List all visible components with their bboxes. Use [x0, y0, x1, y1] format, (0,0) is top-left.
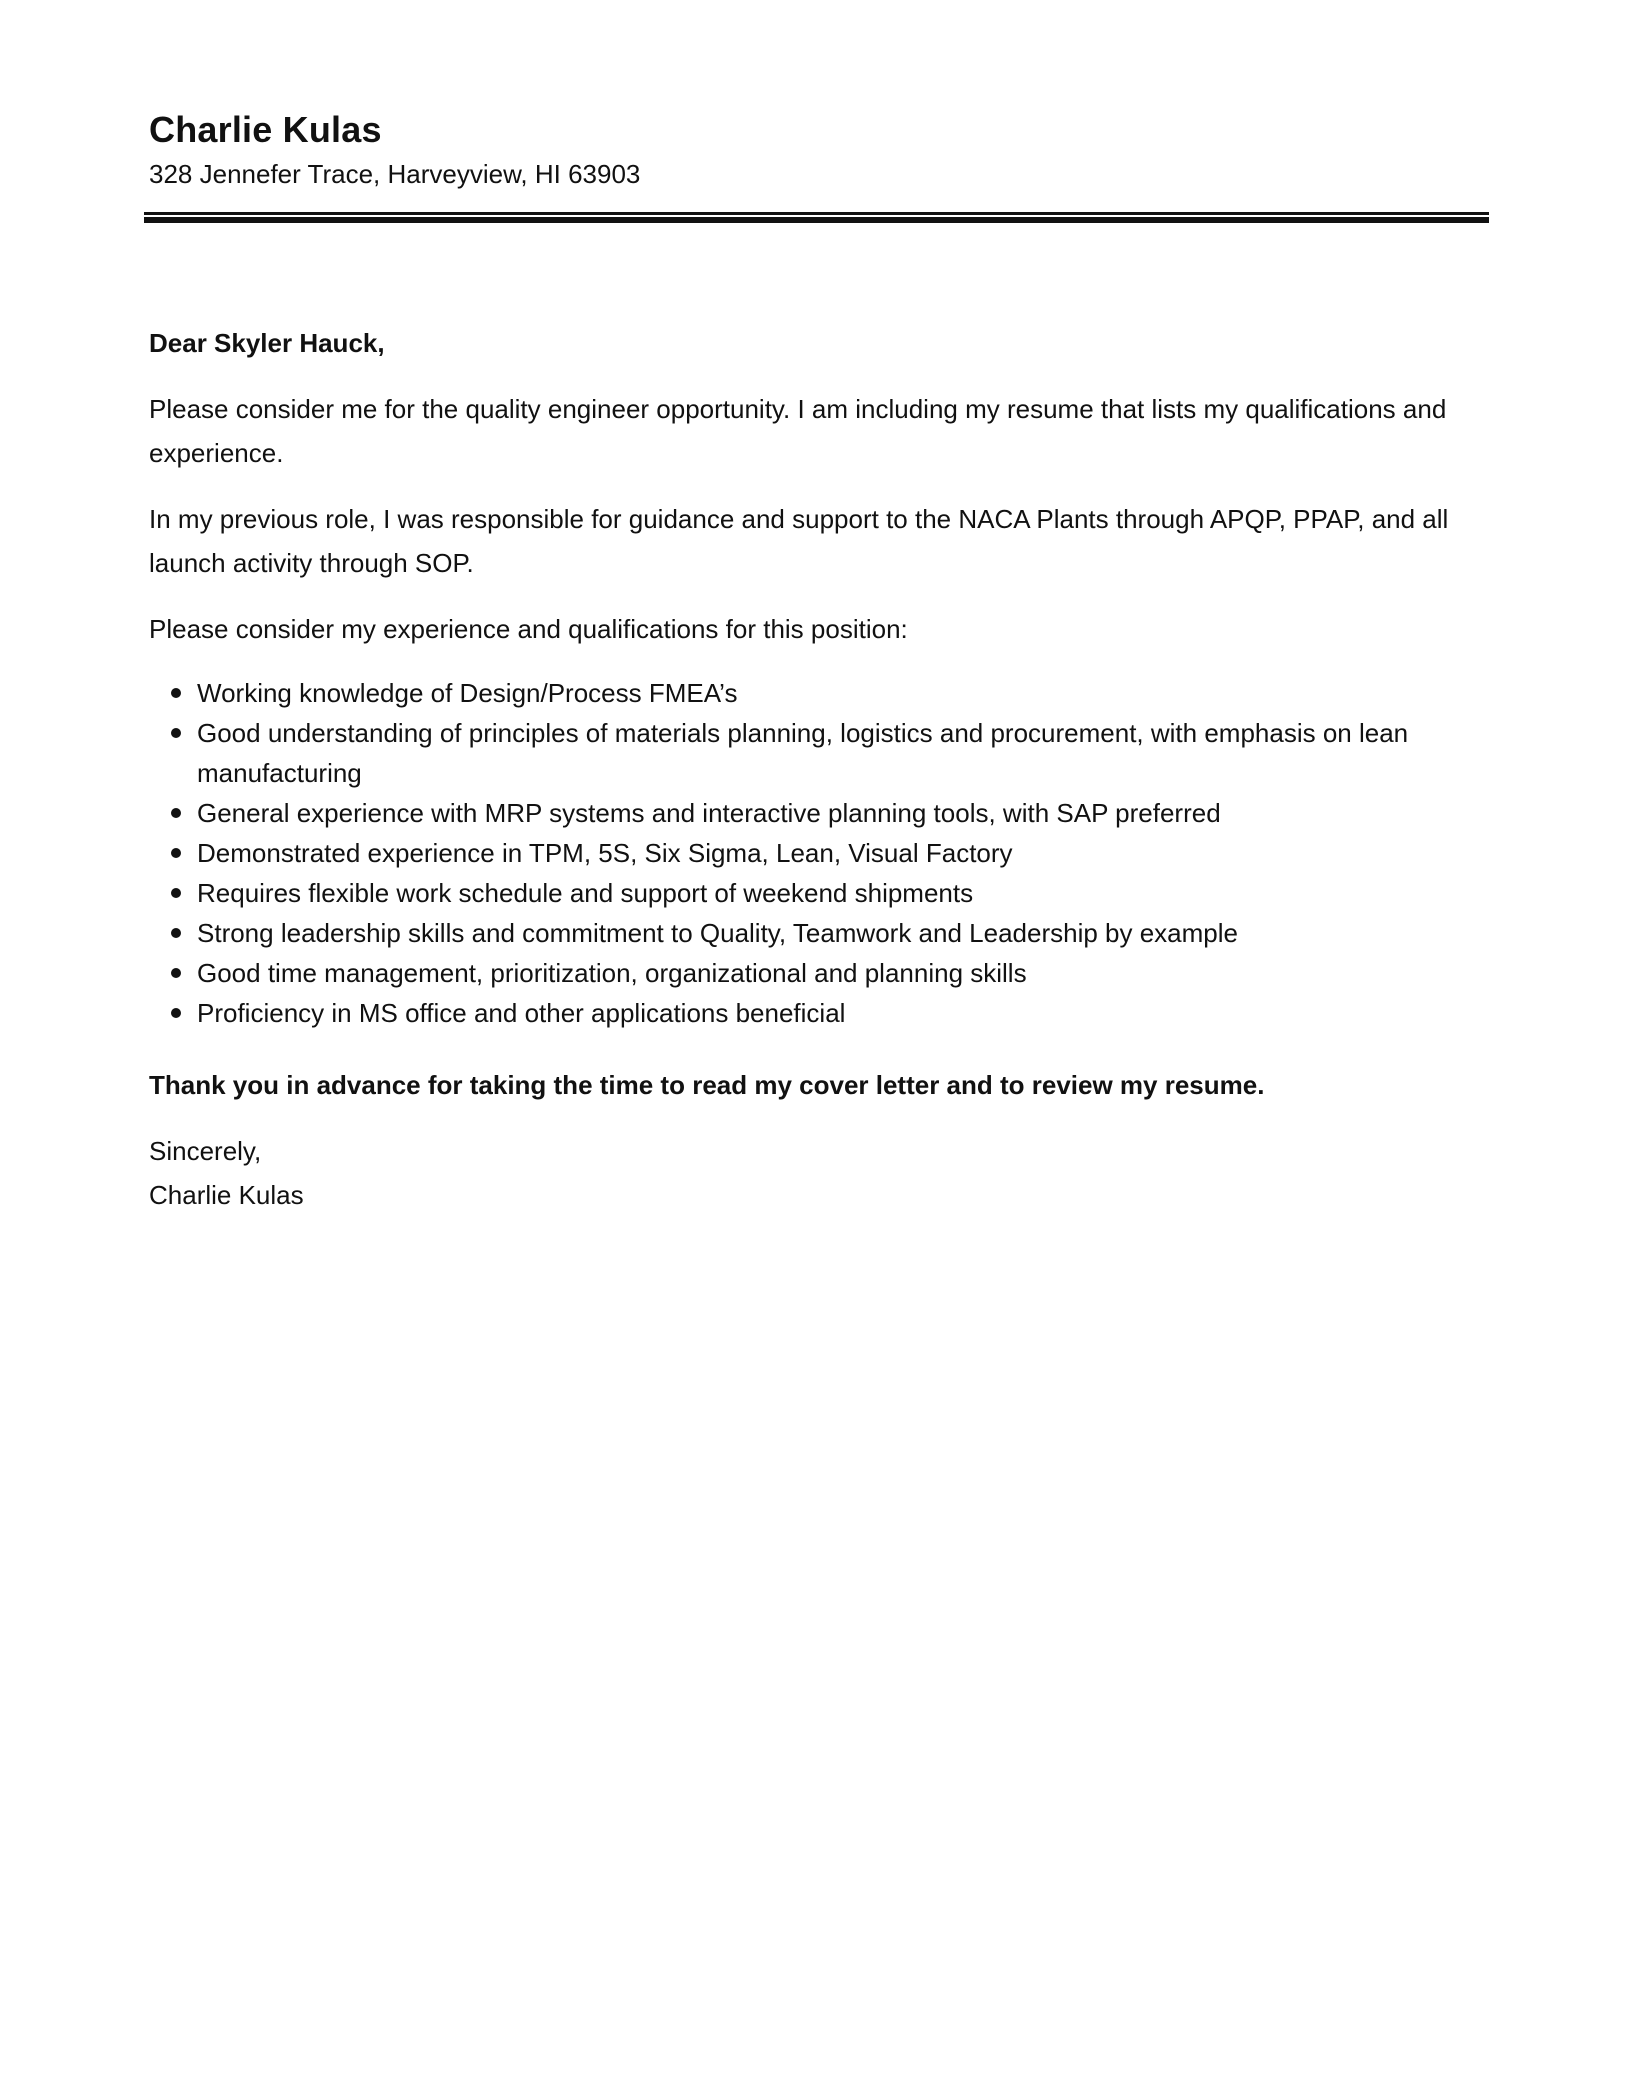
list-item	[149, 713, 1489, 793]
sender-name: Charlie Kulas	[149, 109, 382, 150]
closing: Sincerely,	[149, 1136, 262, 1166]
list-item-text: Good time management, prioritization, organizational and planning skills	[197, 958, 1027, 988]
header-divider	[144, 212, 1489, 223]
list-item-text: Good understanding of principles of materials planning, logistics and procurement, with emphasis on lean manufacturing	[197, 718, 1409, 788]
signature: Charlie Kulas	[149, 1180, 304, 1210]
salutation: Dear Skyler Hauck,	[149, 328, 385, 358]
header-divider-thick-line	[144, 217, 1489, 223]
sender-address: 328 Jennefer Trace, Harveyview, HI 63903	[149, 159, 641, 189]
paragraph-previous-role: In my previous role, I was responsible for guidance and support to the NACA Plants through APQP, PPAP, and all launch activity through SOP.	[149, 504, 1449, 578]
list-item-text: Proficiency in MS office and other applications beneficial	[197, 998, 846, 1028]
letter-body	[149, 321, 1489, 1217]
bullet-icon	[171, 1008, 181, 1018]
thank-you-note: Thank you in advance for taking the time to read my cover letter and to review my resume.	[149, 1070, 1265, 1100]
bullet-icon	[171, 728, 181, 738]
list-item-text: General experience with MRP systems and interactive planning tools, with SAP preferred	[197, 798, 1221, 828]
list-item	[149, 873, 1489, 913]
list-item	[149, 793, 1489, 833]
list-item-text: Demonstrated experience in TPM, 5S, Six Sigma, Lean, Visual Factory	[197, 838, 1013, 868]
bullet-icon	[171, 848, 181, 858]
list-item	[149, 833, 1489, 873]
qualifications-list	[149, 673, 1489, 1033]
bullet-icon	[171, 808, 181, 818]
letter-header	[149, 108, 1489, 192]
paragraph-qualifications-lead: Please consider my experience and qualifications for this position:	[149, 614, 908, 644]
paragraph-intro: Please consider me for the quality engineer opportunity. I am including my resume that lists my qualifications and experience.	[149, 394, 1447, 468]
bullet-icon	[171, 888, 181, 898]
bullet-icon	[171, 928, 181, 938]
header-divider-thin-line	[144, 212, 1489, 215]
list-item	[149, 913, 1489, 953]
list-item-text: Strong leadership skills and commitment to Quality, Teamwork and Leadership by example	[197, 918, 1238, 948]
list-item	[149, 673, 1489, 713]
list-item	[149, 953, 1489, 993]
list-item-text: Requires flexible work schedule and support of weekend shipments	[197, 878, 974, 908]
list-item	[149, 993, 1489, 1033]
bullet-icon	[171, 968, 181, 978]
bullet-icon	[171, 688, 181, 698]
list-item-text: Working knowledge of Design/Process FMEA’s	[197, 678, 738, 708]
